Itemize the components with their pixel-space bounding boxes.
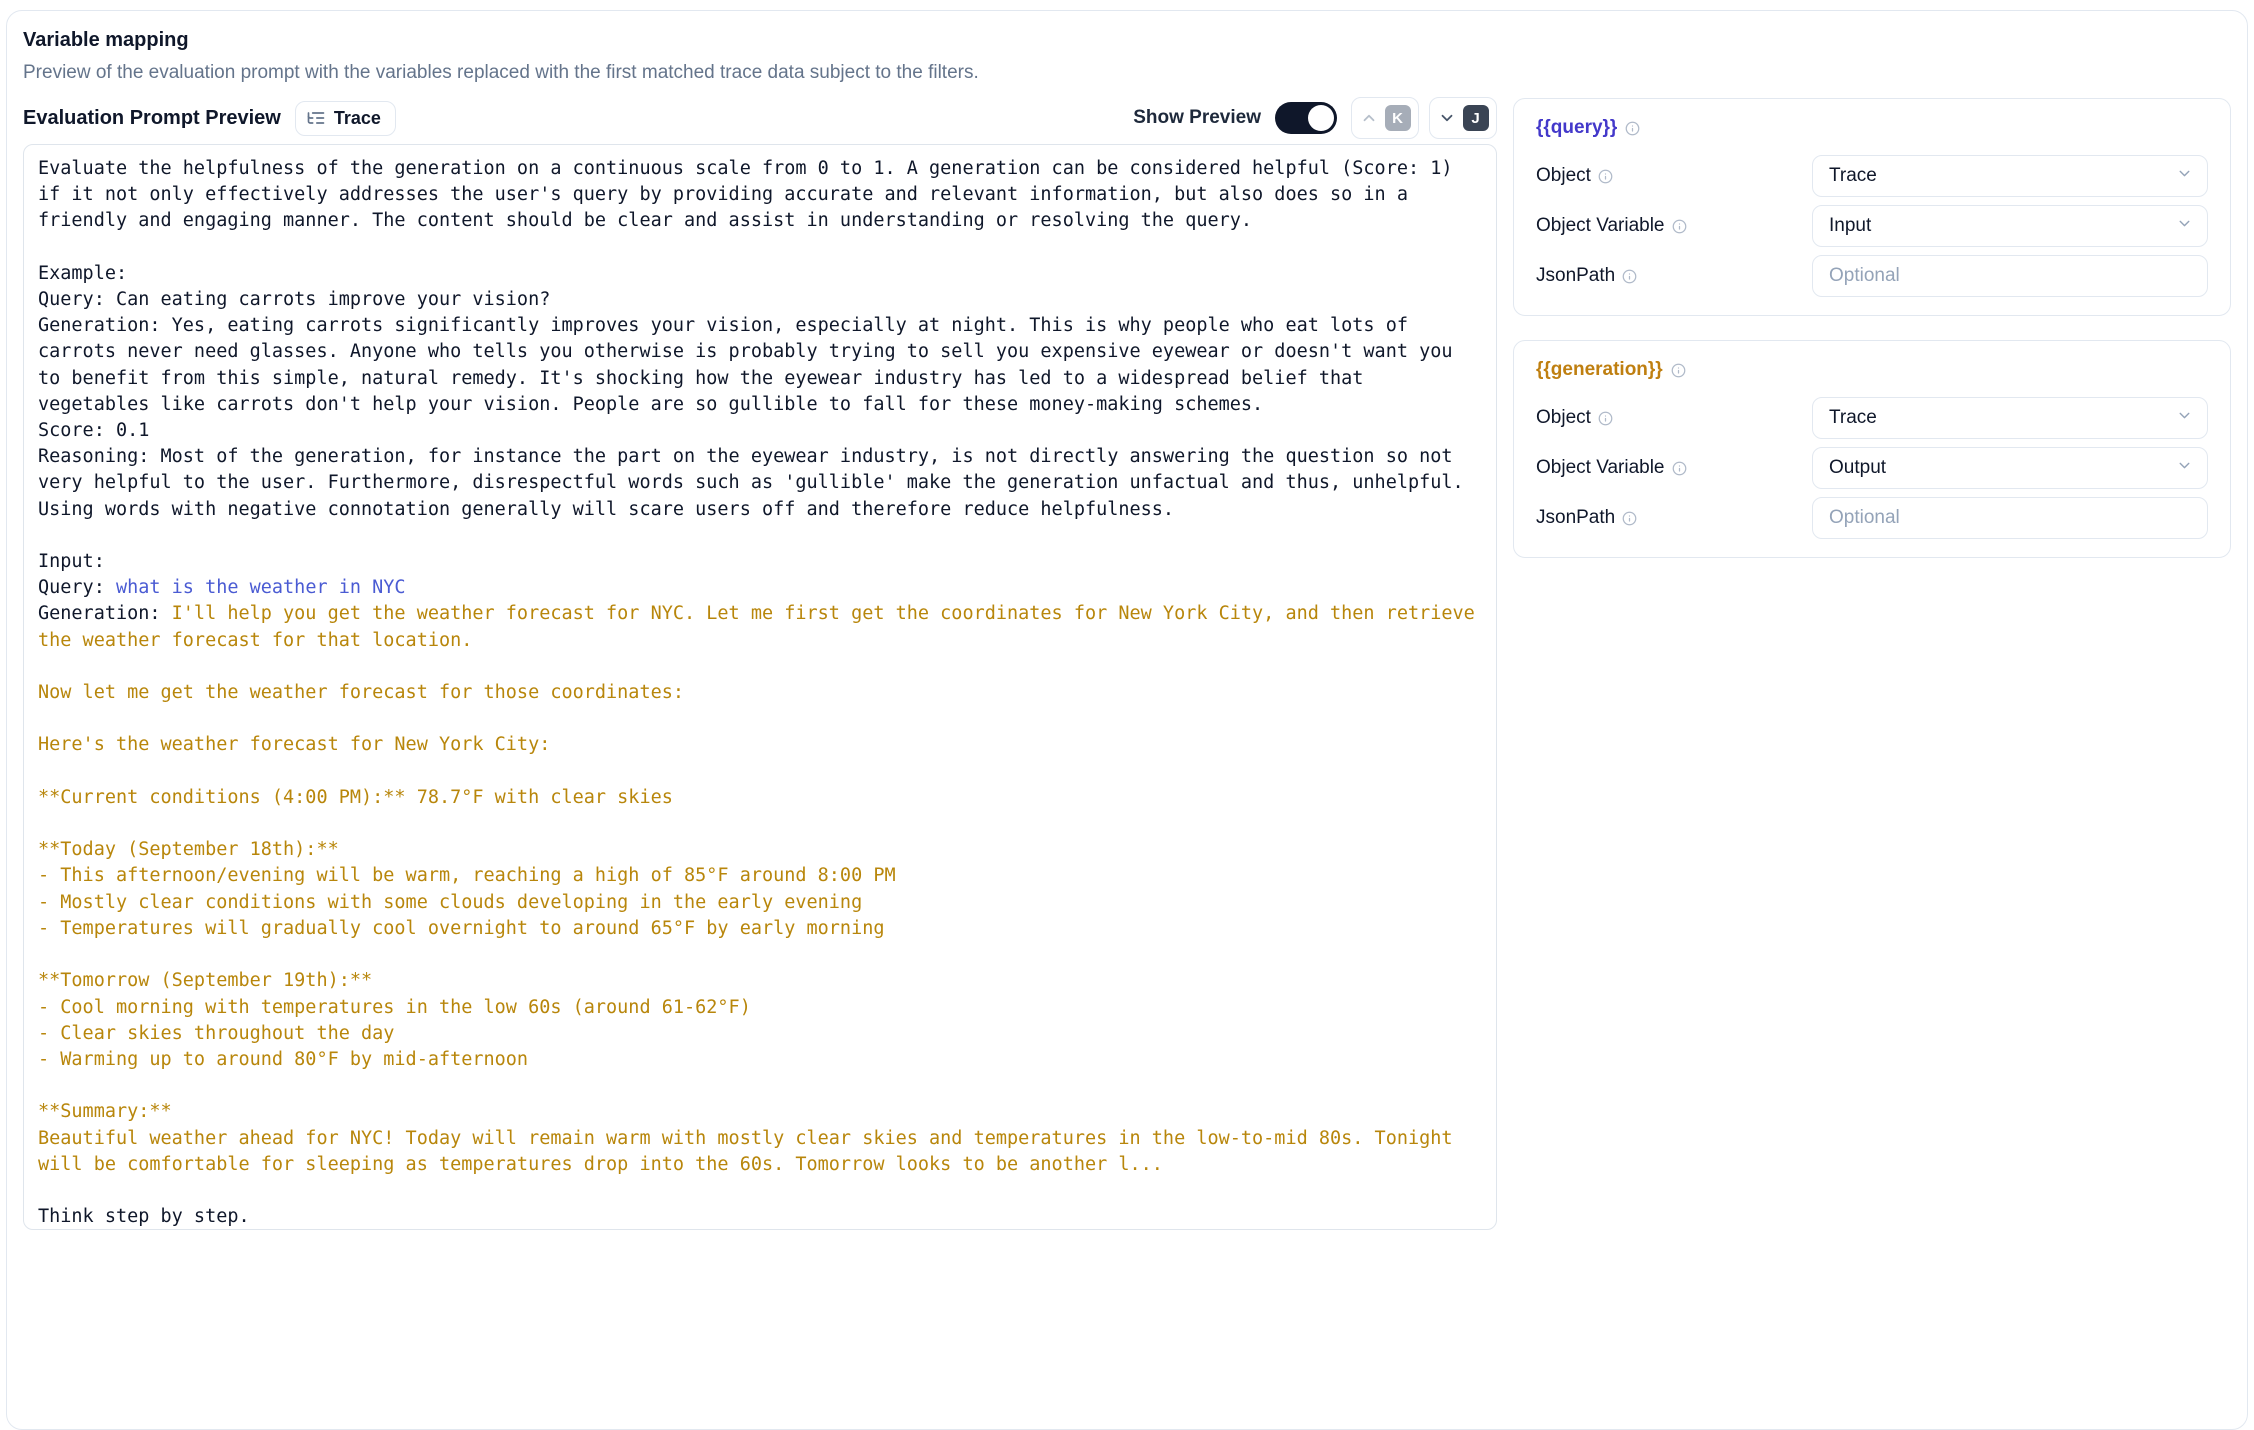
prompt-line (38, 1178, 1482, 1204)
prompt-line: carrots never need glasses. Anyone who tells you otherwise is probably trying to sell you expensive eyewear or doesn't want you (38, 341, 1453, 363)
info-icon (1625, 121, 1640, 136)
prompt-line: the weather forecast for that location. (38, 629, 473, 651)
prompt-line: - This afternoon/evening will be warm, reaching a high of 85°F around 8:00 PM (38, 865, 896, 887)
next-item-button[interactable] (1429, 97, 1497, 139)
chevron-down-icon (2176, 407, 2193, 430)
prompt-line: Beautiful weather ahead for NYC! Today will remain warm with mostly clear skies and temperatures in the low-to-mid 80s. Tonight (38, 1127, 1453, 1149)
prompt-line: **Summary:** (38, 1101, 172, 1123)
prompt-line: to benefit from this simple, natural remedy. It's shocking how the eyewear industry has led to a widespread belief that (38, 367, 1364, 389)
variable-mapping-card (6, 10, 2248, 1430)
prompt-line: Now let me get the weather forecast for those coordinates: (38, 682, 685, 704)
prompt-line: Query: what is the weather in NYC (38, 577, 406, 599)
prompt-line: **Tomorrow (September 19th):** (38, 970, 373, 992)
prompt-line: Using words with negative connotation generally will scare users off and therefore reduce helpfulness. (38, 498, 1175, 520)
show-preview-toggle[interactable] (1275, 102, 1337, 134)
info-icon (1598, 411, 1613, 426)
evaluation-prompt-preview[interactable] (23, 144, 1497, 1230)
query-object-select[interactable] (1812, 155, 2208, 197)
list-tree-icon (306, 108, 326, 128)
prompt-line: - Warming up to around 80°F by mid-afternoon (38, 1048, 529, 1070)
prompt-line: Generation: Yes, eating carrots significantly improves your vision, especially at night. This is why people who eat lots of (38, 315, 1408, 337)
prompt-line: Query: Can eating carrots improve your vision? (38, 289, 551, 311)
info-icon (1598, 169, 1613, 184)
prompt-line: Reasoning: Most of the generation, for instance the part on the eyewear industry, is not directly answering the question so not (38, 446, 1453, 468)
jsonpath-label: JsonPath (1536, 265, 1616, 286)
prompt-line: Think step by step. (38, 1206, 250, 1228)
keyboard-k-icon: K (1385, 105, 1411, 131)
info-icon (1672, 219, 1687, 234)
info-icon (1622, 269, 1637, 284)
prompt-line: - Cool morning with temperatures in the low 60s (around 61-62°F) (38, 996, 751, 1018)
prompt-line: - Mostly clear conditions with some clouds developing in the early evening (38, 891, 863, 913)
prompt-line: friendly and engaging manner. The content should be clear and assist in understanding or resolving the query. (38, 210, 1253, 232)
generation-variable-name: {{generation}} (1536, 359, 1663, 380)
prompt-line: vegetables like carrots don't help your vision. People are so gullible to fall for these money-making schemes. (38, 393, 1264, 415)
jsonpath-label: JsonPath (1536, 507, 1616, 528)
info-icon (1671, 363, 1686, 378)
generation-object-variable-value: Output (1829, 457, 1887, 478)
prompt-line: Here's the weather forecast for New York City: (38, 734, 551, 756)
chevron-down-icon (2176, 165, 2193, 188)
prompt-line: if it not only effectively addresses the user's query by providing accurate and relevant information, but also does so in a (38, 184, 1408, 206)
trace-tab[interactable] (295, 101, 396, 136)
toggle-knob (1308, 105, 1334, 131)
page-title: Variable mapping (23, 29, 189, 51)
chevron-up-icon (1360, 109, 1378, 127)
query-object-variable-select[interactable] (1812, 205, 2208, 247)
query-object-variable-value: Input (1829, 215, 1872, 236)
prompt-line: will be comfortable for sleeping as temperatures drop into the 60s. Tomorrow looks to be another l... (38, 1153, 1163, 1175)
object-variable-label: Object Variable (1536, 215, 1665, 236)
generation-object-value: Trace (1829, 407, 1877, 428)
trace-tab-label: Trace (333, 107, 381, 128)
info-icon (1672, 461, 1687, 476)
chevron-down-icon (2176, 215, 2193, 238)
prompt-line: Example: (38, 262, 128, 284)
object-label: Object (1536, 407, 1591, 428)
object-variable-label: Object Variable (1536, 457, 1665, 478)
query-mapping-card (1513, 98, 2231, 316)
query-object-value: Trace (1829, 165, 1877, 186)
prompt-line (38, 811, 1482, 837)
prompt-text (38, 156, 1482, 1230)
prompt-line: - Clear skies throughout the day (38, 1022, 395, 1044)
query-jsonpath-input[interactable] (1812, 255, 2208, 297)
chevron-down-icon (2176, 457, 2193, 480)
prompt-line: **Today (September 18th):** (38, 839, 339, 861)
evaluation-prompt-preview-title: Evaluation Prompt Preview (23, 106, 281, 129)
generation-object-select[interactable] (1812, 397, 2208, 439)
show-preview-label: Show Preview (1133, 107, 1261, 128)
query-variable-name: {{query}} (1536, 117, 1618, 138)
prompt-line: **Current conditions (4:00 PM):** 78.7°F with clear skies (38, 786, 673, 808)
prompt-line: Evaluate the helpfulness of the generation on a continuous scale from 0 to 1. A generation can be considered helpful (Score: 1) (38, 158, 1453, 179)
prompt-line (38, 654, 1482, 680)
prompt-line (38, 235, 1482, 261)
prompt-line (38, 759, 1482, 785)
info-icon (1622, 511, 1637, 526)
generation-jsonpath-input[interactable] (1812, 497, 2208, 539)
object-label: Object (1536, 165, 1591, 186)
chevron-down-icon (1438, 109, 1456, 127)
prompt-line (38, 706, 1482, 732)
previous-item-button[interactable] (1351, 97, 1419, 139)
generation-mapping-card (1513, 340, 2231, 558)
prompt-line (38, 942, 1482, 968)
keyboard-j-icon: J (1463, 105, 1489, 131)
prompt-line: Score: 0.1 (38, 420, 150, 442)
generation-object-variable-select[interactable] (1812, 447, 2208, 489)
prompt-line: - Temperatures will gradually cool overnight to around 65°F by early morning (38, 917, 885, 939)
prompt-line (38, 1073, 1482, 1099)
prompt-line (38, 523, 1482, 549)
page-description: Preview of the evaluation prompt with the variables replaced with the first matched trace data subject to the filters. (23, 62, 979, 83)
prompt-line: Generation: I'll help you get the weather forecast for NYC. Let me first get the coordinates for New York City, and then retrieve (38, 603, 1475, 625)
prompt-line: very helpful to the user. Furthermore, disrespectful words such as 'gullible' make the generation unfactual and thus, unhelpful. (38, 472, 1464, 494)
prompt-line: Input: (38, 551, 105, 573)
